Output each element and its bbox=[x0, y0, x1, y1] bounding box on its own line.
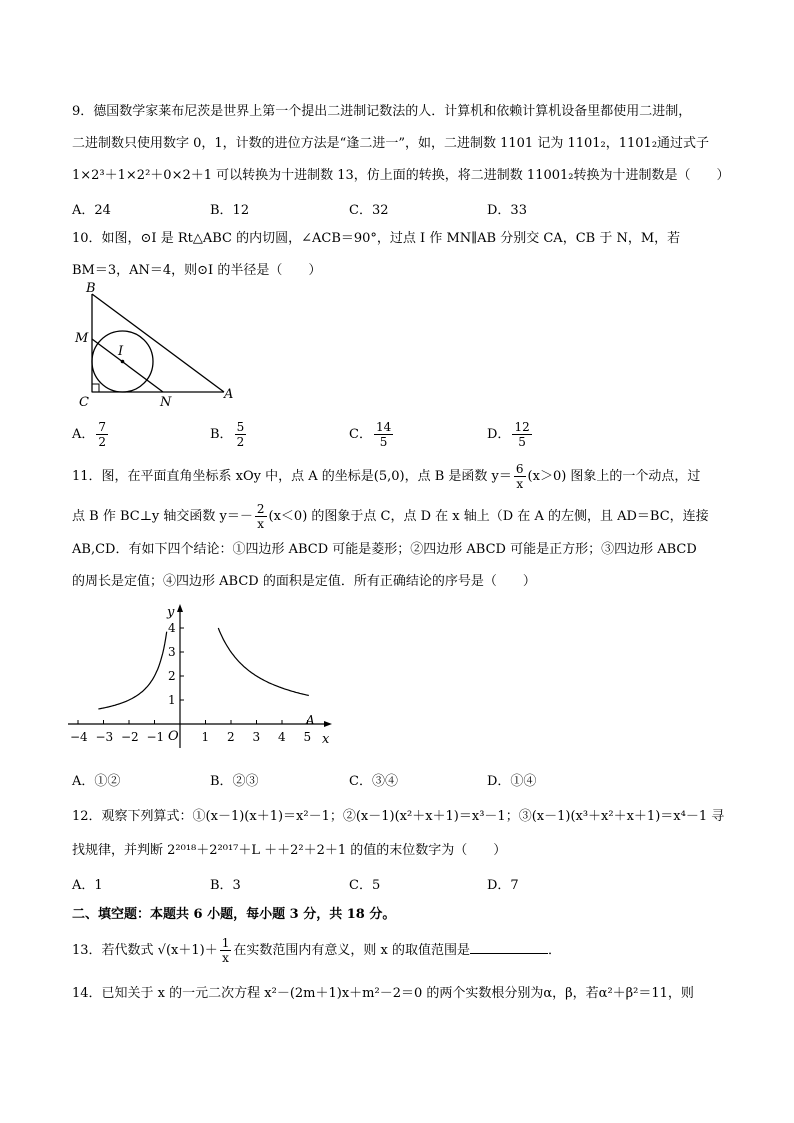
q10-option-a-letter: A． bbox=[72, 427, 95, 442]
x-tick-label: −1 bbox=[146, 730, 165, 744]
x-tick-label: 3 bbox=[252, 730, 261, 744]
label-i: I bbox=[118, 344, 124, 359]
q10-option-c-letter: C． bbox=[349, 427, 372, 442]
y-tick-label: 2 bbox=[168, 669, 176, 683]
q12-option-b[interactable]: B．3 bbox=[210, 878, 241, 893]
curve-6-over-x bbox=[218, 628, 308, 696]
q9-option-c[interactable]: C．32 bbox=[349, 203, 389, 218]
q12-options bbox=[72, 874, 732, 892]
q12-line-1: 12．观察下列算式：①(x－1)(x＋1)＝x²－1；②(x－1)(x²＋x＋1)＝x³－1；③(x－1)(x³＋x²＋x＋1)＝x⁴－1 寻 bbox=[72, 809, 725, 824]
q11-frac-2: $\frac{2}{x}$ bbox=[256, 502, 265, 531]
q11-frac-1: $\frac{6}{x}$ bbox=[515, 462, 524, 491]
curve-neg-2-over-x bbox=[98, 632, 166, 709]
q12-line-2: 找规律，并判断 2²⁰¹⁸＋2²⁰¹⁷＋L ＋＋2²＋2＋1 的值的末位数字为（ ） bbox=[72, 843, 507, 858]
q11-function-graph bbox=[66, 600, 346, 750]
q10-option-a-frac: $\frac{7}{2}$ bbox=[98, 420, 107, 449]
q11-option-b[interactable]: B．②③ bbox=[210, 774, 259, 789]
q13-frac: $\frac{1}{x}$ bbox=[221, 936, 230, 965]
label-n: N bbox=[160, 395, 172, 410]
label-c: C bbox=[79, 395, 89, 410]
q10-option-d[interactable] bbox=[487, 420, 534, 449]
q9-line-2: 二进制数只使用数字 0，1，计数的进位方法是“逢二进一”，如，二进制数 1101 记为 1101₂，1101₂通过式子 bbox=[72, 136, 710, 151]
q10-option-d-letter: D． bbox=[487, 427, 511, 442]
q11-line-2: 点 B 作 BC⊥y 轴交函数 y＝－ $\frac{2}{x}$ (x＜0) 的图象于点 C，点 D 在 x 轴上（D 在 A 的左侧，且 AD＝BC，连接 bbox=[72, 502, 709, 531]
x-axis-label: x bbox=[322, 732, 330, 747]
q11-line-3: AB,CD．有如下四个结论：①四边形 ABCD 可能是菱形；②四边形 ABCD 可能是正方形；③四边形 ABCD bbox=[72, 542, 697, 557]
x-tick-label: −2 bbox=[121, 730, 139, 744]
q10-option-c-frac: $\frac{14}{5}$ bbox=[375, 420, 392, 449]
q9-line-1: 9．德国数学家莱布尼茨是世界上第一个提出二进制记数法的人．计算机和依赖计算机设备里都使用二进制， bbox=[72, 104, 692, 119]
y-tick-group bbox=[168, 621, 184, 707]
q9-option-a[interactable]: A．24 bbox=[72, 203, 111, 218]
y-tick-label: 3 bbox=[168, 645, 176, 659]
x-tick-label: 1 bbox=[201, 730, 210, 744]
incenter-dot bbox=[121, 360, 125, 364]
x-tick-label: 5 bbox=[303, 730, 312, 744]
q13-answer-blank[interactable] bbox=[470, 941, 548, 954]
q9-line-3: 1×2³＋1×2²＋0×2＋1 可以转换为十进制数 13，仿上面的转换，将二进制数 11001₂转换为十进制数是（ ） bbox=[72, 168, 730, 183]
y-tick-label: 4 bbox=[168, 621, 176, 635]
q13-line: 13．若代数式 √(x＋1)＋ $\frac{1}{x}$ 在实数范围内有意义，则 x 的取值范围是 ． bbox=[72, 936, 561, 965]
q9-options bbox=[72, 199, 732, 217]
q10-option-b[interactable] bbox=[210, 420, 248, 449]
q11-option-a[interactable]: A．①② bbox=[72, 774, 121, 789]
q11-options bbox=[72, 770, 732, 788]
q10-option-b-frac: $\frac{5}{2}$ bbox=[236, 420, 245, 449]
q14-line-1: 14．已知关于 x 的一元二次方程 x²－(2m＋1)x＋m²－2＝0 的两个实数根分别为α，β，若α²＋β²＝11，则 bbox=[72, 986, 694, 1001]
q10-option-a[interactable] bbox=[72, 420, 110, 449]
label-b: B bbox=[86, 281, 96, 296]
y-tick-label: 1 bbox=[168, 693, 176, 707]
q12-option-c[interactable]: C．5 bbox=[349, 878, 381, 893]
origin-label: O bbox=[168, 729, 179, 744]
q10-line-2: BM＝3，AN＝4，则⊙I 的半径是（ ） bbox=[72, 263, 322, 278]
q10-line-1: 10．如图，⊙I 是 Rt△ABC 的内切圆，∠ACB＝90°，过点 I 作 MN∥AB 分别交 CA，CB 于 N，M，若 bbox=[72, 231, 681, 246]
x-tick-label: 4 bbox=[278, 730, 286, 744]
q10-option-d-frac: $\frac{12}{5}$ bbox=[514, 420, 530, 449]
triangle-side-ab bbox=[92, 294, 224, 392]
q9-option-d[interactable]: D．33 bbox=[487, 203, 527, 218]
q12-option-d[interactable]: D．7 bbox=[487, 878, 519, 893]
q11-line-4: 的周长是定值；④四边形 ABCD 的面积是定值．所有正确结论的序号是（ ） bbox=[72, 574, 536, 589]
q10-option-b-letter: B． bbox=[210, 427, 233, 442]
q10-options bbox=[72, 420, 732, 448]
y-axis-label: y bbox=[167, 605, 175, 620]
x-tick-label: −3 bbox=[95, 730, 114, 744]
label-m: M bbox=[75, 331, 89, 346]
x-tick-label: −4 bbox=[70, 730, 88, 744]
x-tick-label: 2 bbox=[227, 730, 235, 744]
section-2-heading: 二、填空题：本题共 6 小题，每小题 3 分，共 18 分。 bbox=[72, 907, 396, 922]
q11-line-1: 11．图，在平面直角坐标系 xOy 中，点 A 的坐标是(5,0)，点 B 是函数 y＝ $\frac{6}{x}$ (x＞0) 图象上的一个动点，过 bbox=[72, 462, 701, 491]
right-angle-mark bbox=[92, 384, 99, 392]
label-a: A bbox=[224, 387, 234, 402]
q10-option-c[interactable] bbox=[349, 420, 395, 449]
q9-option-b[interactable]: B．12 bbox=[210, 203, 250, 218]
q11-option-d[interactable]: D．①④ bbox=[487, 774, 537, 789]
y-axis-arrow bbox=[177, 604, 183, 612]
q12-option-a[interactable]: A．1 bbox=[72, 878, 103, 893]
point-a-label: A bbox=[306, 713, 315, 727]
x-axis-arrow bbox=[324, 721, 332, 727]
q10-triangle-figure bbox=[72, 280, 242, 410]
q11-option-c[interactable]: C．③④ bbox=[349, 774, 398, 789]
